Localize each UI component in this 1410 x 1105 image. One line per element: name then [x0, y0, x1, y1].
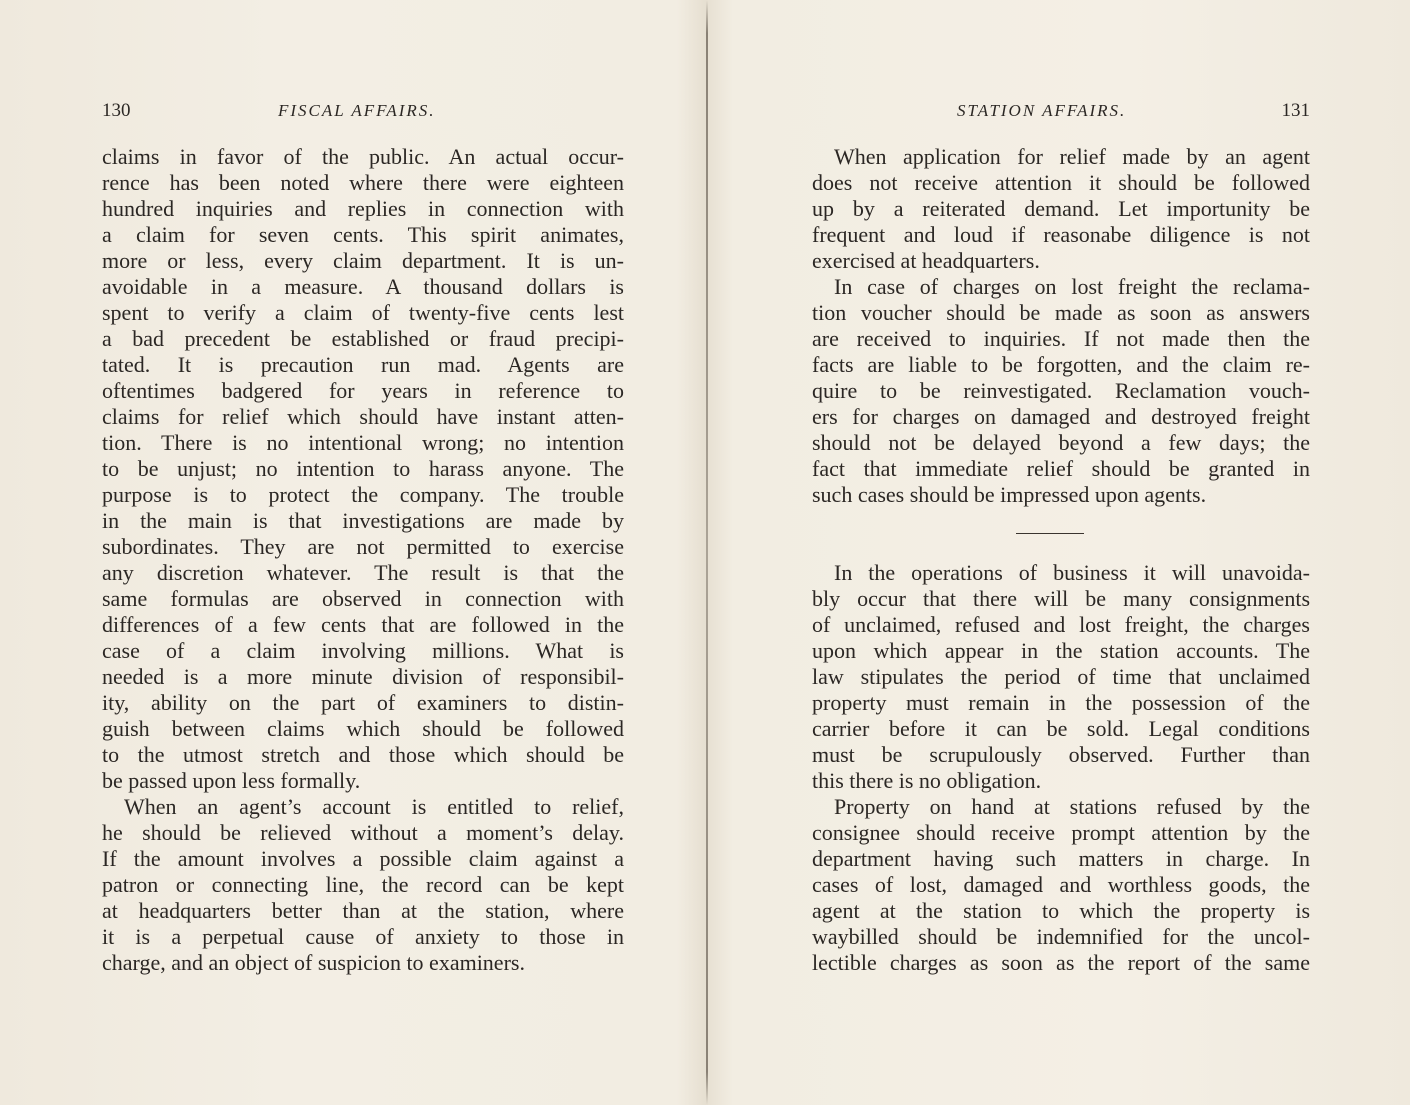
text-line: such cases should be impressed upon agents.	[812, 482, 1207, 507]
paragraph	[102, 794, 624, 976]
text-line: cases of lost, damaged and worthless goods, the	[812, 872, 1310, 897]
section-divider	[1016, 533, 1084, 534]
text-line: more or less, every claim department. It is un-	[102, 248, 624, 273]
text-line: ers for charges on damaged and destroyed freight	[812, 404, 1310, 429]
text-line: oftentimes badgered for years in reference to	[102, 378, 624, 403]
right-page-header	[812, 98, 1310, 124]
text-line: this there is no obligation.	[812, 768, 1042, 793]
text-line: of unclaimed, refused and lost freight, the charges	[812, 612, 1310, 637]
text-line: agent at the station to which the property is	[812, 898, 1310, 923]
text-line: When an agent’s account is entitled to relief,	[124, 794, 624, 819]
paragraph	[812, 144, 1310, 274]
text-line: If the amount involves a possible claim against a	[102, 846, 624, 871]
text-line: a bad precedent be established or fraud precipi-	[102, 326, 624, 351]
text-line: does not receive attention it should be followed	[812, 170, 1310, 195]
text-line: avoidable in a measure. A thousand dollars is	[102, 274, 624, 299]
text-line: to be unjust; no intention to harass anyone. The	[102, 456, 624, 481]
text-line: upon which appear in the station accounts. The	[812, 638, 1310, 663]
right-running-head: STATION AFFAIRS.	[957, 101, 1127, 120]
text-line: patron or connecting line, the record can be kept	[102, 872, 624, 897]
right-page-section-2	[812, 560, 1310, 976]
right-page-section-1	[812, 144, 1310, 508]
right-page-number: 131	[1281, 100, 1310, 121]
text-line: it is a perpetual cause of anxiety to those in	[102, 924, 624, 949]
text-line: to the utmost stretch and those which should be	[102, 742, 624, 767]
text-line: When application for relief made by an agent	[834, 144, 1310, 169]
text-line: guish between claims which should be followed	[102, 716, 624, 741]
text-line: tion. There is no intentional wrong; no intention	[102, 430, 624, 455]
text-line: subordinates. They are not permitted to exercise	[102, 534, 624, 559]
text-line: charge, and an object of suspicion to examiners.	[102, 950, 525, 975]
text-line: a claim for seven cents. This spirit animates,	[102, 222, 624, 247]
text-line: tion voucher should be made as soon as answers	[812, 300, 1310, 325]
paragraph	[102, 144, 624, 794]
text-line: facts are liable to be forgotten, and the claim re-	[812, 352, 1310, 377]
text-line: differences of a few cents that are followed in the	[102, 612, 624, 637]
text-line: he should be relieved without a moment’s delay.	[102, 820, 624, 845]
text-line: exercised at headquarters.	[812, 248, 1040, 273]
text-line: claims in favor of the public. An actual occur-	[102, 144, 624, 169]
text-line: lectible charges as soon as the report of the same	[812, 950, 1310, 975]
text-line: department having such matters in charge. In	[812, 846, 1310, 871]
text-line: quire to be reinvestigated. Reclamation vouch-	[812, 378, 1310, 403]
text-line: In the operations of business it will unavoida-	[834, 560, 1310, 585]
text-line: case of a claim involving millions. What is	[102, 638, 624, 663]
text-line: tated. It is precaution run mad. Agents are	[102, 352, 624, 377]
text-line: should not be delayed beyond a few days; the	[812, 430, 1310, 455]
text-line: needed is a more minute division of responsibil-	[102, 664, 624, 689]
text-line: claims for relief which should have instant atten-	[102, 404, 624, 429]
text-line: frequent and loud if reasonabe diligence is not	[812, 222, 1310, 247]
text-line: waybilled should be indemnified for the uncol-	[812, 924, 1310, 949]
text-line: carrier before it can be sold. Legal conditions	[812, 716, 1310, 741]
right-page	[708, 0, 1410, 1105]
paragraph	[812, 560, 1310, 794]
text-line: property must remain in the possession of the	[812, 690, 1310, 715]
text-line: any discretion whatever. The result is that the	[102, 560, 624, 585]
paragraph	[812, 274, 1310, 508]
text-line: must be scrupulously observed. Further than	[812, 742, 1310, 767]
text-line: at headquarters better than at the station, where	[102, 898, 624, 923]
left-page-body	[102, 144, 624, 976]
text-line: be passed upon less formally.	[102, 768, 361, 793]
text-line: same formulas are observed in connection with	[102, 586, 624, 611]
text-line: rence has been noted where there were eighteen	[102, 170, 624, 195]
text-line: ity, ability on the part of examiners to distin-	[102, 690, 624, 715]
text-line: consignee should receive prompt attention by the	[812, 820, 1310, 845]
text-line: purpose is to protect the company. The trouble	[102, 482, 624, 507]
text-line: are received to inquiries. If not made then the	[812, 326, 1310, 351]
text-line: spent to verify a claim of twenty-five cents lest	[102, 300, 624, 325]
left-page-number: 130	[102, 100, 131, 121]
text-line: hundred inquiries and replies in connection with	[102, 196, 624, 221]
left-page-header	[102, 98, 626, 124]
left-running-head: FISCAL AFFAIRS.	[278, 101, 436, 120]
text-line: in the main is that investigations are made by	[102, 508, 624, 533]
text-line: fact that immediate relief should be granted in	[812, 456, 1310, 481]
text-line: In case of charges on lost freight the reclama-	[834, 274, 1310, 299]
text-line: bly occur that there will be many consignments	[812, 586, 1310, 611]
text-line: up by a reiterated demand. Let importunity be	[812, 196, 1310, 221]
paragraph	[812, 794, 1310, 976]
text-line: Property on hand at stations refused by the	[834, 794, 1310, 819]
text-line: law stipulates the period of time that unclaimed	[812, 664, 1310, 689]
